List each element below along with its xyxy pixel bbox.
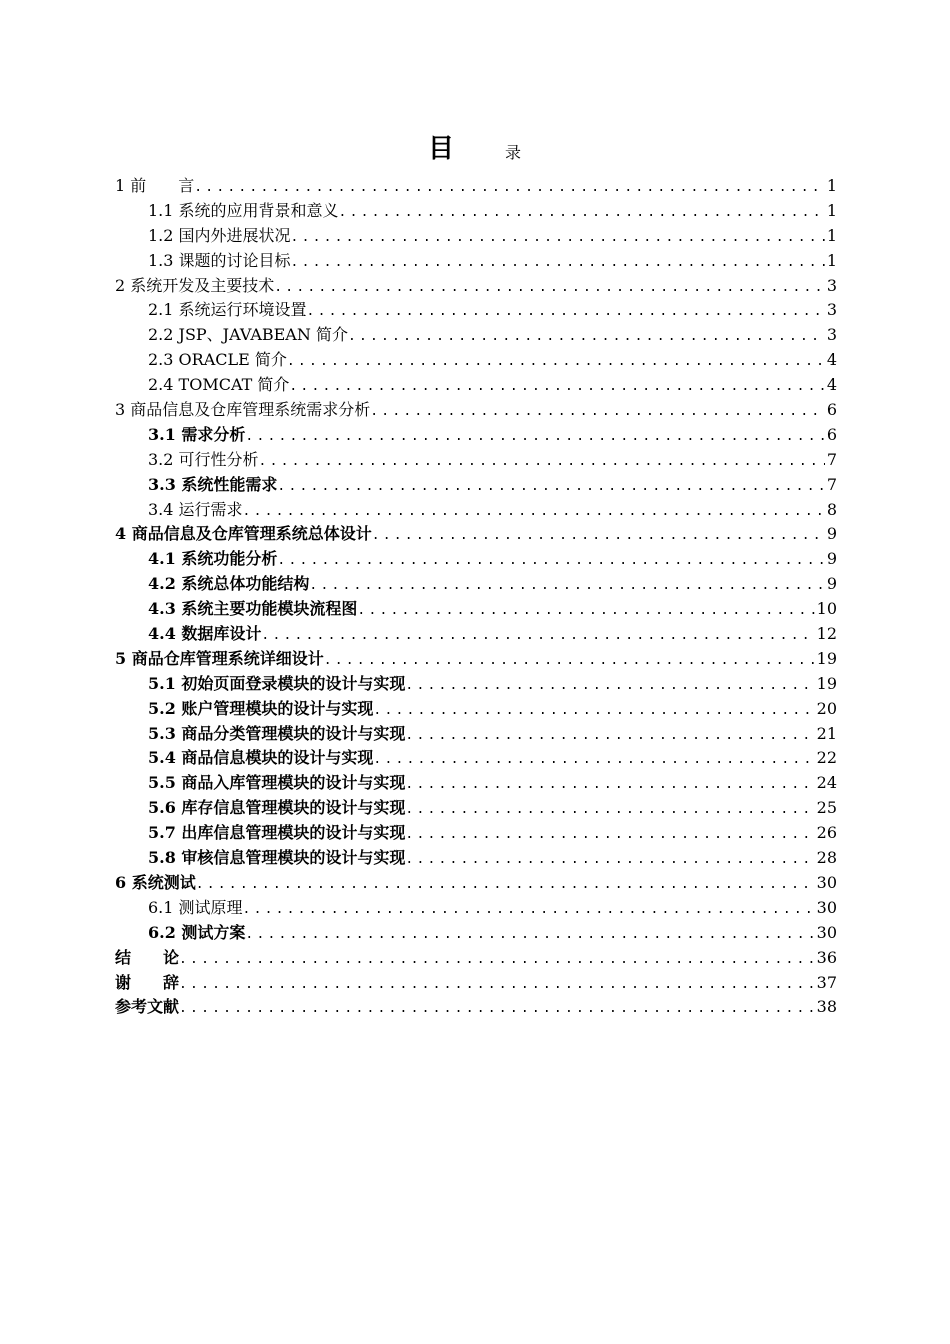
toc-entry-label: 1.2 国内外进展状况 (148, 225, 291, 245)
toc-dot-leader (309, 574, 824, 597)
toc-title (0, 132, 950, 168)
toc-entry-page: 10 (816, 599, 837, 619)
toc-entry[interactable] (115, 896, 837, 921)
toc-dot-leader (261, 624, 814, 647)
toc-dot-leader (370, 400, 825, 423)
toc-entry[interactable] (115, 722, 837, 747)
toc-entry-page: 30 (816, 897, 837, 917)
toc-entry[interactable] (115, 498, 837, 523)
toc-dot-leader (373, 699, 814, 722)
toc-entry-label: 3.2 可行性分析 (148, 449, 259, 469)
toc-entry[interactable] (115, 871, 837, 896)
toc-title-char-1: 目 (428, 134, 455, 164)
toc-entry[interactable] (115, 995, 837, 1020)
toc-dot-leader (274, 276, 825, 299)
toc-entry-label: 3 商品信息及仓库管理系统需求分析 (115, 400, 371, 420)
toc-entry-label: 5.2 账户管理模块的设计与实现 (148, 698, 374, 718)
toc-entry-page: 3 (826, 275, 837, 295)
toc-entry[interactable] (115, 572, 837, 597)
toc-entry[interactable] (115, 697, 837, 722)
toc-entry[interactable] (115, 373, 837, 398)
toc-dot-leader (277, 475, 824, 498)
toc-entry[interactable] (115, 473, 837, 498)
toc-dot-leader (405, 798, 814, 821)
toc-entry[interactable] (115, 796, 837, 821)
toc-dot-leader (405, 724, 814, 747)
toc-entry-page: 21 (816, 723, 837, 743)
toc-entry-label: 3.4 运行需求 (148, 499, 243, 519)
toc-entry-page: 3 (826, 325, 837, 345)
toc-entry-label: 5.1 初始页面登录模块的设计与实现 (148, 673, 406, 693)
toc-entry-label: 2 系统开发及主要技术 (115, 275, 275, 295)
toc-title-char-2: 录 (505, 143, 522, 162)
toc-entry-page: 8 (826, 499, 837, 519)
toc-entry[interactable] (115, 249, 837, 274)
toc-dot-leader (194, 176, 825, 199)
toc-entry-label: 4.3 系统主要功能模块流程图 (148, 599, 358, 619)
toc-entry[interactable] (115, 547, 837, 572)
toc-entry[interactable] (115, 846, 837, 871)
toc-dot-leader (373, 748, 814, 771)
toc-entry-page: 9 (826, 549, 837, 569)
toc-dot-leader (372, 524, 825, 547)
toc-dot-leader (307, 300, 825, 323)
toc-entry[interactable] (115, 522, 837, 547)
toc-entry-label: 5 商品仓库管理系统详细设计 (115, 648, 324, 668)
toc-entry-page: 38 (816, 997, 837, 1017)
toc-entry-page: 9 (826, 524, 837, 544)
toc-dot-leader (291, 251, 825, 274)
toc-entry-page: 24 (816, 773, 837, 793)
toc-dot-leader (324, 649, 815, 672)
toc-dot-leader (287, 350, 825, 373)
toc-entry-page: 1 (826, 176, 837, 195)
toc-dot-leader (405, 823, 814, 846)
toc-entry-page: 9 (826, 574, 837, 594)
toc-entry-label: 6 系统测试 (115, 872, 196, 892)
toc-entry-page: 1 (826, 225, 837, 245)
toc-entry-page: 19 (816, 673, 837, 693)
toc-entry-page: 1 (826, 250, 837, 270)
toc-entry[interactable] (115, 746, 837, 771)
toc-entry-label: 3.3 系统性能需求 (148, 474, 278, 494)
toc-entry[interactable] (115, 672, 837, 697)
toc-entry-label: 4.2 系统总体功能结构 (148, 574, 310, 594)
toc-entry-label: 5.3 商品分类管理模块的设计与实现 (148, 723, 406, 743)
toc-dot-leader (339, 201, 825, 224)
toc-entry-label: 5.5 商品入库管理模块的设计与实现 (148, 773, 406, 793)
toc-entry-label: 4.1 系统功能分析 (148, 549, 278, 569)
toc-list (115, 174, 837, 1020)
toc-entry-page: 1 (826, 200, 837, 220)
toc-entry-label: 3.1 需求分析 (148, 424, 246, 444)
toc-entry[interactable] (115, 274, 837, 299)
toc-entry-label: 结 论 (115, 947, 180, 967)
toc-entry-page: 7 (826, 474, 837, 494)
toc-entry-label: 5.8 审核信息管理模块的设计与实现 (148, 848, 406, 868)
toc-entry-label: 5.4 商品信息模块的设计与实现 (148, 748, 374, 768)
toc-entry-page: 12 (816, 624, 837, 644)
toc-dot-leader (277, 549, 824, 572)
toc-entry-label: 4.4 数据库设计 (148, 624, 262, 644)
toc-entry-label: 2.2 JSP、JAVABEAN 简介 (148, 325, 348, 345)
toc-entry-label: 2.1 系统运行环境设置 (148, 300, 307, 320)
toc-dot-leader (245, 923, 814, 946)
toc-entry-label: 2.4 TOMCAT 简介 (148, 375, 290, 395)
toc-entry-label: 5.7 出库信息管理模块的设计与实现 (148, 823, 406, 843)
toc-entry-page: 3 (826, 300, 837, 320)
toc-dot-leader (289, 375, 824, 398)
toc-dot-leader (196, 873, 815, 896)
toc-entry-page: 7 (826, 449, 837, 469)
toc-dot-leader (405, 773, 814, 796)
toc-entry-label: 参考文献 (115, 997, 180, 1017)
toc-dot-leader (405, 848, 814, 871)
toc-entry-page: 20 (816, 698, 837, 718)
toc-entry-page: 4 (826, 375, 837, 395)
toc-entry[interactable] (115, 298, 837, 323)
toc-entry-label: 2.3 ORACLE 简介 (148, 350, 287, 370)
toc-entry[interactable] (115, 921, 837, 946)
toc-dot-leader (405, 674, 814, 697)
toc-entry-page: 25 (816, 798, 837, 818)
toc-entry[interactable] (115, 647, 837, 672)
toc-entry[interactable] (115, 821, 837, 846)
toc-entry-label: 6.2 测试方案 (148, 922, 246, 942)
toc-entry-page: 36 (816, 947, 837, 967)
toc-entry-page: 30 (816, 872, 837, 892)
toc-entry-label: 1.1 系统的应用背景和意义 (148, 200, 339, 220)
toc-entry[interactable] (115, 423, 837, 448)
toc-entry-label: 6.1 测试原理 (148, 897, 243, 917)
toc-dot-leader (243, 898, 815, 921)
toc-entry-label: 5.6 库存信息管理模块的设计与实现 (148, 798, 406, 818)
toc-entry[interactable] (115, 323, 837, 348)
toc-dot-leader (243, 500, 825, 523)
toc-entry-page: 6 (826, 424, 837, 444)
toc-dot-leader (179, 997, 815, 1020)
toc-entry[interactable] (115, 174, 837, 199)
toc-entry[interactable] (115, 224, 837, 249)
toc-entry[interactable] (115, 597, 837, 622)
toc-entry[interactable] (115, 622, 837, 647)
toc-entry[interactable] (115, 199, 837, 224)
toc-entry[interactable] (115, 971, 837, 996)
toc-entry[interactable] (115, 946, 837, 971)
toc-entry-page: 4 (826, 350, 837, 370)
toc-entry[interactable] (115, 398, 837, 423)
toc-entry-page: 19 (816, 648, 837, 668)
toc-entry[interactable] (115, 448, 837, 473)
toc-entry-label: 4 商品信息及仓库管理系统总体设计 (115, 524, 372, 544)
toc-entry-label: 谢 辞 (115, 972, 180, 992)
toc-dot-leader (291, 226, 825, 249)
toc-dot-leader (348, 325, 825, 348)
toc-entry-page: 37 (816, 972, 837, 992)
toc-dot-leader (179, 973, 815, 996)
toc-dot-leader (259, 450, 825, 473)
toc-dot-leader (245, 425, 824, 448)
toc-entry[interactable] (115, 348, 837, 373)
toc-entry-page: 6 (826, 400, 837, 420)
toc-entry-page: 30 (816, 922, 837, 942)
toc-dot-leader (179, 948, 815, 971)
toc-entry-page: 22 (816, 748, 837, 768)
toc-entry-page: 28 (816, 848, 837, 868)
toc-entry-label: 1 前 言 (115, 176, 195, 195)
toc-entry-label: 1.3 课题的讨论目标 (148, 250, 291, 270)
toc-entry[interactable] (115, 771, 837, 796)
toc-dot-leader (357, 599, 814, 622)
toc-entry-page: 26 (816, 823, 837, 843)
